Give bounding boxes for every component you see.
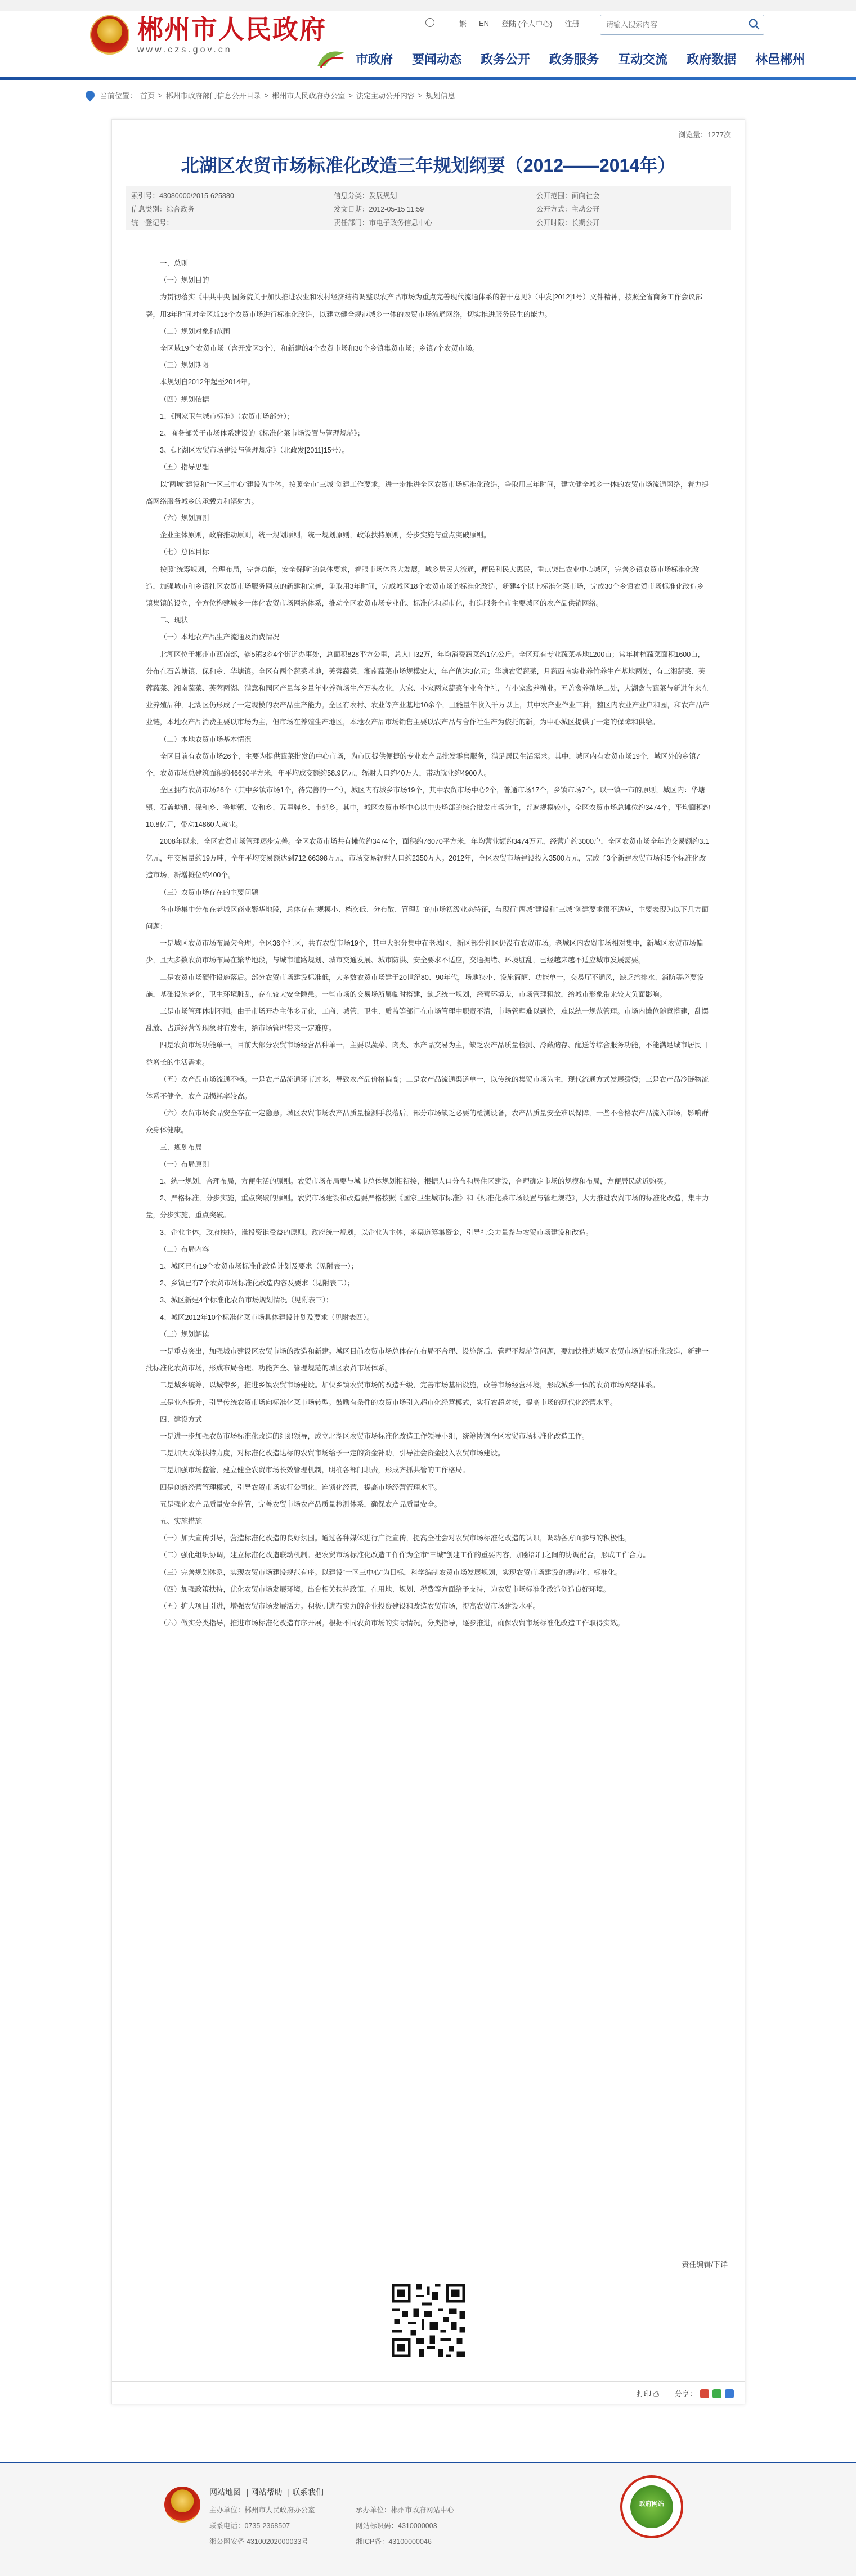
article-paragraph: 全区拥有农贸市场26个（其中乡镇市场1个，待完善的一个），城区内有城乡市场19个，其中农贸市场中心2个，普通市场17个，乡镇市场7个。以一镇一市的原则，城区内：华塘镇、石盖塘镇、保和乡、鲁塘镇、安和乡、五里牌乡、市郊乡，其中，城区农贸市场中心以中央场部的综合批发市场为主，普遍规模较小，全区农贸市场总摊位约3474个，平均面积约10.8亿元，带动14860人就业。 [146,786,710,828]
meta-department: 责任部门：市电子政务信息中心 [334,219,433,227]
footer-link-contact[interactable]: 联系我们 [292,2488,324,2497]
national-emblem-icon [90,15,129,55]
article-paragraph: （三）农贸市场存在的主要问题 [160,888,259,897]
meta-date: 发文日期：2012-05-15 11:59 [334,205,424,213]
article-paragraph: 全区目前有农贸市场26个，主要为提供蔬菜批发的中心市场，为市民提供便捷的专业农产品批发零售服务，满足居民生活需求。其中，城区内有农贸市场19个，城区外的乡镇7个，农贸市场总建筑面积约46690平方米，年平均成交额约58.9亿元，辐射人口约40万人，带动就业约4900人。 [146,752,700,778]
breadcrumb-item[interactable]: 首页 [140,91,155,100]
article-paragraph: （三）规划解读 [160,1330,209,1338]
article-paragraph: （六）做实分类指导，推进市场标准化改造有序开展。根据不同农贸市场的实际情况，分类指导，逐步推进，确保农贸市场标准化改造工作取得实效。 [160,1619,625,1628]
wechat-icon[interactable] [712,2389,721,2398]
footer-icp: 湘ICP备：43100000046 [356,2538,432,2546]
breadcrumb-item[interactable]: 郴州市人民政府办公室 [272,91,346,100]
nav-item-services[interactable]: 政务服务 [549,52,599,66]
article-paragraph: 为贯彻落实《中共中央 国务院关于加快推进农业和农村经济结构调整以农产品市场为重点完善现代流通体系的若干意见》（中发[2012]1号）文件精神，按照全省商务工作会议部署，用3年时间对全区域18个农贸市场进行标准化改造，以建立健全规范城乡一体的农贸市场流通网络，切实推进服务民生的能力。 [146,293,702,319]
qzone-icon[interactable] [725,2389,734,2398]
article-paragraph: 1、城区已有19个农贸市场标准化改造计划及要求（见附表一）； [160,1262,358,1270]
footer-host: 主办单位：郴州市人民政府办公室 [209,2506,315,2514]
article-paragraph: 二、现状 [160,616,189,625]
nav-item-linyi-chenzhou[interactable]: 林邑郴州 [755,52,805,66]
share-label: 分享： [675,2390,697,2398]
article-paragraph: 三是市场管理体制不顺。由于市场开办主体多元化，工商、城管、卫生、质监等部门在市场管理中职责不清，市场管理难以到位，难以统一规范管理。市场内摊位随意搭建，乱摆乱放、占道经营等现象时有发生，给市场管理带来一定难度。 [146,1007,709,1033]
nav-item-data[interactable]: 政府数据 [687,52,737,66]
article-paragraph: 2008年以来，全区农贸市场管理逐步完善。全区农贸市场共有摊位约3474个，面积约76070平方米，年均营业额约3474万元，经营户约3000户，全区农贸市场全年的交易额约3.1亿元，年交易量约19万吨，全年平均交易额达到712.66398万元，市场交易辐射人口约2350万人。2012年，全区农贸市场建设投入3500万元，完成了3个新建农贸市场和5个标准化改造市场，新增摊位约400个。 [146,837,709,880]
article-paragraph: （六）农贸市场食品安全存在一定隐患。城区农贸市场农产品质量检测手段落后，部分市场缺乏必要的检测设备，农产品质量安全难以保障，一些不合格农产品流入市场，影响群众身体健康。 [146,1109,709,1135]
article-paragraph: （二）强化组织协调，建立标准化改造联动机制。把农贸市场标准化改造工作作为全市“三城”创建工作的重要内容，加强部门之间的协调配合，形成工作合力。 [160,1551,650,1560]
article-paragraph: （三）规划期限 [160,361,209,370]
article-paragraph: 企业主体原则，政府推动原则，统一规划原则，统一规划原则，政策扶持原则，分步实施与重点突破原则。 [160,531,491,540]
print-button[interactable]: 打印 ⎙ [637,2390,660,2398]
badge-text: 政府网站 [639,2501,664,2507]
article-paragraph: 北湖区位于郴州市西南部，辖5镇3乡4个街道办事处，总面积828平方公里，总人口32万，年均消费蔬菜约1亿公斤。全区现有专业蔬菜基地1200亩；常年种植蔬菜面积1600亩，分布在石盖塘镇、保和乡、华塘镇。全区有两个蔬菜基地，芙蓉蔬菜、湘南蔬菜市场规模宏大，年产值达3亿元；华塘农贸蔬菜，月蔬西南实业养竹养生产基地两处，有三湘蔬菜、芙蓉蔬菜、湘南蔬菜、芙蓉两湖、满意和园区产量每乡量年业养殖场生产万头农业，大家、小家两家蔬菜年业合作社，有小家禽养殖业。五盖禽养殖场二处，大湖禽与蔬菜与新进年来在业养殖品种，北湖区仍形成了一定规模的农产品生产能力。全区有农村、农业等产业基地10余个，且能量年收入千万以上，其中农产业作业三种，整区内农业产业户和园，和农产品产业链，本地农产品消费主要以市场为主，但市场在养殖生产地区，本地农产品市场销售主要以农产品与合作社生产为依托的新，为中心城区提供了一定的保障和供给。 [146,650,710,727]
nav-item-interaction[interactable]: 互动交流 [618,52,668,66]
meta-category: 信息分类：发展规划 [334,192,397,200]
article-paragraph: （一）规划目的 [160,276,209,285]
article-title: 北湖区农贸市场标准化改造三年规划纲要（2012——2014年） [181,155,676,176]
main-nav [315,47,824,70]
article-paragraph: 1、《国家卫生城市标准》（农贸市场部分）； [160,412,294,420]
breadcrumb-item[interactable]: 郴州市政府部门信息公开目录 [165,91,261,100]
meta-scope: 公开范围：面向社会 [536,192,600,200]
nav-item-public-affairs[interactable]: 政务公开 [481,52,531,66]
article-paragraph: 二是城乡统筹，以城带乡，推进乡镇农贸市场建设。加快乡镇农贸市场的改造升级，完善市场基础设施，改善市场经营环境，形成城乡一体的农贸市场网络体系。 [160,1381,660,1390]
meta-index: 索引号：43080000/2015-625880 [131,192,234,200]
visit-count: 浏览量：1277次 [678,131,731,139]
responsible-editor: 责任编辑/下详 [682,2260,728,2269]
article-paragraph: 3、《北湖区农贸市场建设与管理规定》（北政发[2011]15号）。 [160,446,349,455]
article-paragraph: （一）加大宣传引导，营造标准化改造的良好氛围。通过各种媒体进行广泛宣传，提高全社会对农贸市场标准化改造的认识，调动各方面参与的积极性。 [160,1534,631,1543]
article-paragraph: （一）布局原则 [160,1160,209,1168]
article-paragraph: 一是重点突出，加强城市建设区农贸市场的改造和新建。城区目前农贸市场总体存在布局不合理、设施落后、管理不规范等问题，要加快推进城区农贸市场的标准化改造，新建一批标准化农贸市场，形成布局合理、功能齐全、管理规范的城区农贸市场体系。 [146,1347,709,1373]
tool-login[interactable]: 登陆 (个人中心) [501,20,553,28]
top-strip [0,0,856,11]
article-paragraph: 一、总则 [160,259,189,267]
header-tools [425,18,591,29]
article-paragraph: 3、城区新建4个标准化农贸市场规划情况（见附表三）； [160,1296,333,1305]
article-paragraph: 五、实施措施 [160,1517,203,1526]
footer-info [209,2502,502,2550]
search-input[interactable] [600,15,741,33]
article-paragraph: （六）规划原则 [160,514,209,523]
breadcrumb: 当前位置： 首页 > 郴州市政府部门信息公开目录 > 郴州市人民政府办公室 > 法定主动公开内容 > 规划信息 [86,86,770,105]
article-paragraph: （五）指导思想 [160,463,209,472]
article-paragraph: 三是加强市场监管，建立健全农贸市场长效管理机制，明确各部门职责，形成齐抓共管的工作格局。 [160,1466,470,1475]
breadcrumb-label: 当前位置： [100,91,137,100]
article-body [146,255,711,1632]
header-divider [0,77,856,80]
article-paragraph: 四是创新经营管理模式，引导农贸市场实行公司化、连锁化经营，提高市场经营管理水平。 [160,1483,442,1491]
tool-traditional[interactable]: 繁 [459,20,467,28]
gov-site-badge[interactable] [620,2475,683,2538]
article-paragraph: （七）总体目标 [160,548,209,557]
article-panel [111,119,745,2404]
meta-period: 公开时限：长期公开 [536,219,600,227]
article-paragraph: （二）本地农贸市场基本情况 [160,735,252,743]
breadcrumb-item[interactable]: 法定主动公开内容 [356,91,415,100]
article-paragraph: 一是进一步加强农贸市场标准化改造的组织领导，成立北湖区农贸市场标准化改造工作领导小组，统筹协调全区农贸市场标准化改造工作。 [160,1432,589,1441]
meta-register: 统一登记号： [131,219,174,227]
article-paragraph: 3、企业主体，政府扶持，谁投资谁受益的原则。政府统一规划，以企业为主体，多渠道筹集资金，引导社会力量参与农贸市场建设和改造。 [160,1228,593,1237]
article-paragraph: 五是强化农产品质量安全监管，完善农贸市场农产品质量检测体系，确保农产品质量安全。 [160,1500,442,1508]
article-paragraph: （五）农产品市场流通不畅。一是农产品流通环节过多，导致农产品价格偏高；二是农产品流通渠道单一，以传统的集贸市场为主，现代流通方式发展缓慢；三是农产品冷链物流体系不健全，农产品损耗率较高。 [146,1075,709,1100]
article-paragraph: 4、城区2012年10个标准化菜市场具体建设计划及要求（见附表四）。 [160,1313,374,1321]
forest-logo-icon [315,47,347,70]
article-paragraph: 四、建设方式 [160,1415,203,1423]
article-paragraph: （一）本地农产品生产流通及消费情况 [160,633,280,642]
article-paragraph: （三）完善规划体系，实现农贸市场建设规范有序。以建设“一区三中心”为目标，科学编制农贸市场发展规划，实现农贸市场建设的规范化、标准化。 [160,1568,622,1576]
site-name: 郴州市人民政府 [137,14,326,44]
footer-site-id: 网站标识码：4310000003 [356,2522,437,2530]
search-icon[interactable] [748,18,760,30]
share-divider [112,2381,745,2382]
site-logo[interactable] [90,15,326,55]
tool-english[interactable]: EN [479,19,490,28]
article-paragraph: 2、商务部关于市场体系建设的《标准化菜市场设置与管理规范》； [160,429,365,438]
article-paragraph: （二）规划对象和范围 [160,327,231,335]
qr-code-icon [389,2281,468,2360]
article-paragraph: 本规划自2012年起至2014年。 [160,378,255,387]
article-paragraph: 1、统一规划，合理布局，方便生活的原则。农贸市场布局要与城市总体规划相衔接，根据人口分布和居住区建设，合理确定市场的规模和布局，方便居民就近购买。 [160,1177,670,1185]
article-paragraph: 各市场集中分布在老城区商业繁华地段，总体存在“规模小、档次低、分布散、管理乱”的市场初级业态特征，与现行“两城”建设和“三城”创建要求很不适应，主要表现为以下几方面问题： [146,905,709,930]
article-paragraph: 一是城区农贸市场布局欠合理。全区36个社区，共有农贸市场19个，其中大部分集中在老城区，新区部分社区仍没有农贸市场。老城区内农贸市场相对集中，新城区农贸市场偏少，且大多数农贸市场布局在繁华地段，与城市道路规划、城市交通发展、城市防洪、安全要求不适应，交通拥堵、环境脏乱，已经越来越不适应城市发展需要。 [146,939,703,965]
search-box [600,15,764,35]
footer-links: 网站地图 | 网站帮助 | 联系我们 [209,2488,324,2497]
article-paragraph: 三、规划布局 [160,1143,203,1152]
nav-item-news[interactable]: 要闻动态 [412,52,462,66]
tool-register[interactable]: 注册 [564,20,580,28]
nav-item-government[interactable]: 市政府 [356,52,393,66]
article-paragraph: 2、严格标准，分步实施，重点突破的原则。农贸市场建设和改造要严格按照《国家卫生城市标准》和《标准化菜市场设置与管理规范》，大力推进农贸市场的标准化改造，集中力量，分步实施，重点突破。 [146,1194,709,1220]
article-paragraph: 三是业态提升，引导传统农贸市场向标准化菜市场转型。鼓励有条件的农贸市场引入超市化经营模式，实行农超对接，提高市场的现代化经营水平。 [160,1398,617,1406]
article-paragraph: （二）布局内容 [160,1245,209,1253]
article-paragraph: （五）扩大项目引进，增强农贸市场发展活力。积极引进有实力的企业投资建设和改造农贸市场，提高农贸市场建设水平。 [160,1602,540,1611]
article-paragraph: 按照“统筹规划，合理布局，完善功能，安全保障”的总体要求，着眼市场体系大发展，城乡居民大流通，便民利民大惠民，重点突出农业中心城区，完善乡镇农贸市场标准化改造，加强城市和乡镇社区农贸市场服务网点的新建和完善，争取用3年时间，完成城区18个农贸市场的标准化改造，新建4个以上标准化菜市场，完成30个乡镇农贸市场标准化改造乡镇集镇的设立，全方位构建城乡一体化农贸市场网络体系，推动全区农贸市场专业化、标准化和超市化，打造服务全市主要城区的农产品供销网络。 [146,565,704,608]
article-paragraph: （四）规划依据 [160,395,209,404]
article-paragraph: 四是农贸市场功能单一。目前大部分农贸市场经营品种单一，主要以蔬菜、肉类、水产品交易为主，缺乏农产品质量检测、冷藏储存、配送等综合服务功能，不能满足城市居民日益增长的生活需求。 [146,1041,709,1067]
article-paragraph: （四）加强政策扶持，优化农贸市场发展环境。出台相关扶持政策，在用地、规划、税费等方面给予支持，为农贸市场标准化改造创造良好环境。 [160,1585,611,1593]
article-paragraph: 全区域19个农贸市场（含开发区3个），和新建的4个农贸市场和30个乡镇集贸市场；乡镇7个农贸市场。 [160,344,479,353]
weibo-icon[interactable] [700,2389,709,2398]
meta-method: 公开方式：主动公开 [536,205,600,213]
share-area [675,2388,734,2399]
location-pin-icon [84,89,97,102]
footer-emblem-icon [164,2487,200,2523]
footer-link-sitemap[interactable]: 网站地图 [209,2488,241,2497]
article-paragraph: 2、乡镇已有7个农贸市场标准化改造内容及要求（见附表二）； [160,1279,355,1288]
breadcrumb-item[interactable]: 规划信息 [425,91,455,100]
footer-link-help[interactable]: 网站帮助 [250,2488,283,2497]
article-paragraph: 以“两城”建设和“一区三中心”建设为主体，按照全市“三城”创建工作要求，进一步推进全区农贸市场标准化改造，争取用三年时间，建立健全城乡一体的农贸市场流通网络，着力提高网络服务城乡的承载力和辐射力。 [146,480,709,505]
footer-police-record: 湘公网安备 43100202000033号 [209,2538,308,2546]
article-paragraph: 二是农贸市场硬件设施落后。部分农贸市场建设标准低，大多数农贸市场建于20世纪80、90年代，场地狭小、设施简陋、功能单一，交易厅不通风，缺乏给排水、消防等必要设施，基础设施老化，卫生环境脏乱，存在较大安全隐患。一些市场的交易场所属临时搭建，缺乏统一规划，经营环境差，市场管理粗放，给城市形象带来较大负面影响。 [146,973,704,998]
site-url: www.czs.gov.cn [137,45,232,55]
meta-type: 信息类别：综合政务 [131,205,195,213]
accessibility-icon[interactable] [425,18,447,29]
article-paragraph: 二是加大政策扶持力度，对标准化改造达标的农贸市场给予一定的资金补助，引导社会资金投入农贸市场建设。 [160,1449,505,1458]
footer-phone: 联系电话：0735-2368507 [209,2522,290,2530]
article-meta [126,186,731,230]
footer-undertaker: 承办单位：郴州市政府网站中心 [356,2506,455,2514]
